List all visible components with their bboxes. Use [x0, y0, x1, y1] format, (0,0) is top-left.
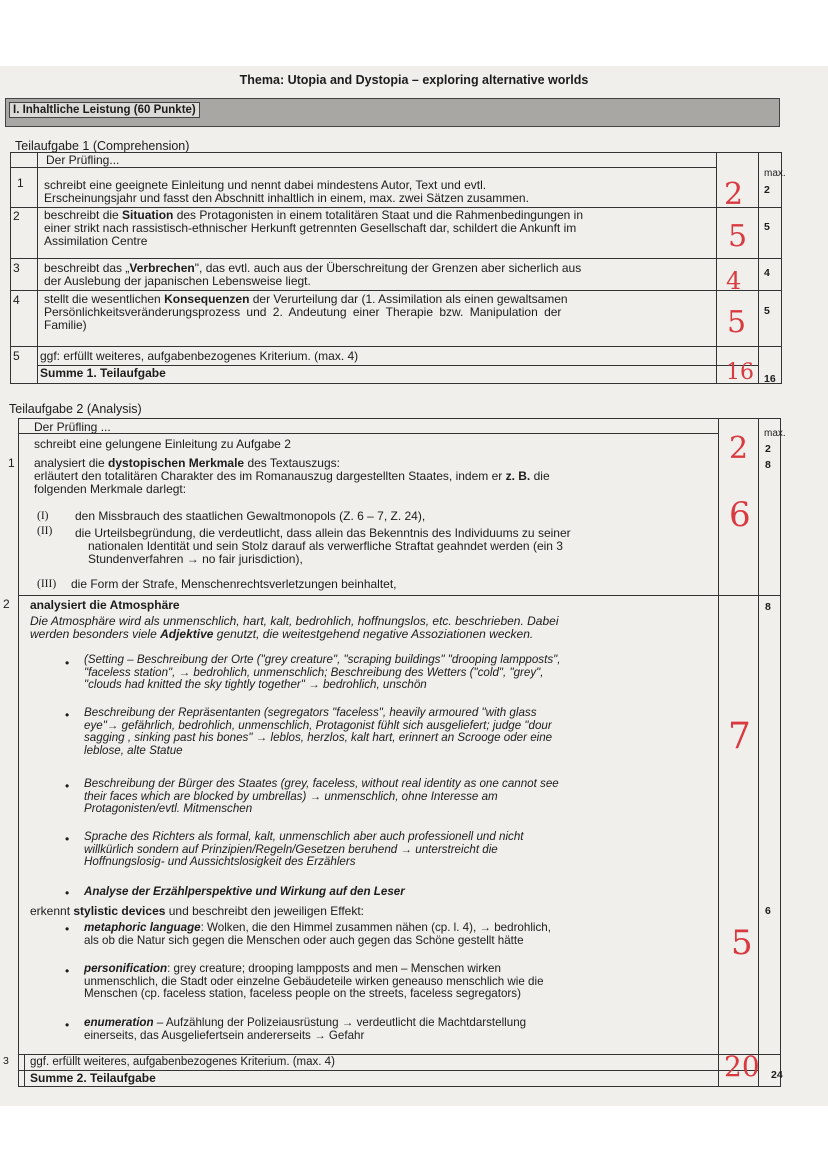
- sum-awarded-score: 16: [726, 360, 754, 385]
- part2-max-label: max.: [764, 428, 786, 439]
- stylistic-device: enumeration – Aufzählung der Polizeiausrüstung → verdeutlicht die Machtdarstellung einerseits, das Ausgeliefertsein andererseits → Gefahr: [84, 1016, 527, 1042]
- criterion-text: analysiert die dystopischen Merkmale des Textauszugs: erläutert den totalitären Charakter des im Romanauszug dargestellten Staates, indem er z. B. die folgenden Merkmale darlegt:: [34, 456, 550, 497]
- section-label: I. Inhaltliche Leistung (60 Punkte): [9, 102, 200, 118]
- part1-intro: Der Prüfling...: [46, 153, 120, 167]
- atmosphere-bullet: Sprache des Richters als formal, kalt, unmenschlich aber auch professionell und nicht willkürlich sondern auf Prinzipien/Regeln/Gesetzen beruhend → unterstreicht die Hoffnungslosig- und Aussichtslosigkeit des Erzählers: [84, 830, 524, 869]
- feature-item: den Missbrauch des staatlichen Gewaltmonopols (Z. 6 – 7, Z. 24),: [75, 509, 426, 523]
- bullet-marker: •: [65, 964, 70, 978]
- criterion-text: erkennt stylistic devices und beschreibt den jeweiligen Effekt:: [30, 904, 364, 918]
- part1-max-label: max.: [764, 168, 786, 179]
- criterion-text: schreibt eine geeignete Einleitung und nennt dabei mindestens Autor, Text und evtl. Erscheinungsjahr und fasst den Abschnitt inhaltlich in einem, max. zwei Sätzen zusammen.: [44, 178, 529, 206]
- feature-item: die Urteilsbegründung, die verdeutlicht, dass allein das Bekenntnis des Individuums zu seiner nationalen Identität und sein Stolz darauf als verwerfliche Straftat geahndet werden (ein 3 Stundenverfahren → no fair jurisdiction),: [75, 526, 571, 567]
- bullet-marker: •: [65, 1018, 70, 1032]
- max-points: 5: [764, 221, 770, 233]
- criterion-text: schreibt eine gelungene Einleitung zu Aufgabe 2: [34, 437, 291, 451]
- row-number: 4: [13, 293, 20, 307]
- row-number: 1: [17, 176, 24, 190]
- sum-max-points: 24: [771, 1069, 783, 1081]
- criterion-text: beschreibt das „Verbrechen", das evtl. auch aus der Überschreitung der Grenzen aber sicherlich aus der Auslebung der japanischen Lebensweise liegt.: [44, 261, 582, 289]
- part2-intro: Der Prüfling ...: [34, 420, 111, 434]
- row-number: 2: [3, 597, 10, 611]
- bullet-marker: •: [65, 708, 70, 722]
- row-number: 2: [13, 209, 20, 223]
- feature-item: die Form der Strafe, Menschenrechtsverletzungen beinhaltet,: [71, 577, 397, 591]
- awarded-score: 6: [729, 495, 751, 535]
- criterion-text: ggf: erfüllt weiteres, aufgabenbezogenes Kriterium. (max. 4): [40, 349, 359, 363]
- criterion-text: stellt die wesentlichen Konsequenzen der Verurteilung dar (1. Assimilation als einen gewaltsamen Persönlichkeitsveränderungsprozess und 2. Andeutung einer Therapie bzw. Manipulation der Familie): [44, 292, 568, 333]
- awarded-score: 2: [729, 431, 749, 466]
- row-number: 3: [13, 261, 20, 275]
- max-points: 8: [765, 601, 771, 613]
- part1-heading: Teilaufgabe 1 (Comprehension): [15, 139, 190, 153]
- emphasis: Adjektive: [160, 627, 214, 642]
- bullet-marker: •: [65, 832, 70, 846]
- section-header-bar: [5, 98, 780, 127]
- page-title: Thema: Utopia and Dystopia – exploring alternative worlds: [239, 73, 589, 87]
- atmosphere-bullet: Beschreibung der Repräsentanten (segregators "faceless", heavily armoured "with glass eye"→ gefährlich, bedrohlich, unmenschlich, Protagonist fühlt sich ausgeliefert; judge "dour sagging , sinking past his bones" → leblos, herzlos, kalt hart, erinnert an Scrooge oder eine leblose, alte Statue: [84, 706, 553, 757]
- atmosphere-bullet: (Setting – Beschreibung der Orte ("grey creature", "scraping buildings" "drooping lampposts", "faceless station", → bedrohlich, unmenschlich; Beschreibung des Wetters ("cold", "grey", "clouds had knitted the sky tightly together" → bedrohlich, unschön: [84, 653, 561, 692]
- row-number: 3: [3, 1055, 9, 1067]
- sum-label: Summe 1. Teilaufgabe: [40, 366, 166, 380]
- bullet-marker: •: [65, 779, 70, 793]
- criterion-title: analysiert die Atmosphäre: [30, 598, 180, 612]
- roman-numeral: (III): [37, 578, 57, 590]
- max-points: 8: [765, 459, 771, 471]
- atmosphere-description: Die Atmosphäre wird als unmenschlich, hart, kalt, bedrohlich, hoffnungslos, etc. beschrieben. Dabei werden besonders viele Adjektive genutzt, die weitestgehend negative Assoziationen wecken.: [30, 614, 559, 642]
- sum-awarded-score: 20: [724, 1050, 760, 1083]
- bullet-marker: •: [65, 886, 70, 900]
- atmosphere-bullet: Beschreibung der Bürger des Staates (grey, faceless, without real identity as one cannot see their faces which are blocked by umbrellas) → unmenschlich, ohne Interesse am Protagonisten/evtl. Mitmenschen: [84, 777, 559, 816]
- part2-heading: Teilaufgabe 2 (Analysis): [9, 402, 142, 416]
- row-number: 1: [8, 456, 15, 470]
- atmosphere-bullet: Analyse der Erzählperspektive und Wirkung auf den Leser: [84, 885, 405, 898]
- awarded-score: 4: [726, 267, 742, 295]
- max-points: 2: [765, 443, 771, 455]
- roman-numeral: (I): [37, 510, 49, 522]
- sum-max-points: 16: [764, 373, 776, 385]
- max-points: 6: [765, 905, 771, 917]
- bullet-marker: •: [65, 922, 70, 936]
- roman-numeral: (II): [37, 525, 53, 537]
- stylistic-device: metaphoric language: Wolken, die den Himmel zusammen nähen (cp. l. 4), → bedrohlich, als ob die Natur sich gegen die Menschen oder auch gegen das Schöne gestellt hätte: [84, 921, 551, 947]
- row-number: 5: [13, 349, 20, 363]
- awarded-score: 2: [724, 177, 744, 212]
- max-points: 4: [764, 267, 770, 279]
- stylistic-device: personification: grey creature; drooping lampposts and men – Menschen wirken unmenschlich, die Stadt oder einzelne Gebäudeteile wirken geneauso menschlich wie die Menschen (cp. faceless station, faceless people on the streets, faceless segregators): [84, 962, 544, 1001]
- sum-label: Summe 2. Teilaufgabe: [30, 1071, 156, 1085]
- max-points: 2: [764, 184, 770, 196]
- awarded-score: 5: [728, 219, 748, 254]
- criterion-text: beschreibt die Situation des Protagonisten in einem totalitären Staat und die Rahmenbedingungen in einer strikt nach rassistisch-ethnischer Herkunft getrennten Gesellschaft dar, schildert die Ankunft im Assimilation Centre: [44, 208, 583, 249]
- criterion-text: ggf. erfüllt weiteres, aufgabenbezogenes Kriterium. (max. 4): [30, 1056, 335, 1068]
- bullet-marker: •: [65, 656, 70, 670]
- awarded-score: 5: [727, 305, 747, 340]
- max-points: 5: [764, 305, 770, 317]
- awarded-score: 7: [728, 716, 751, 757]
- awarded-score: 5: [731, 923, 753, 963]
